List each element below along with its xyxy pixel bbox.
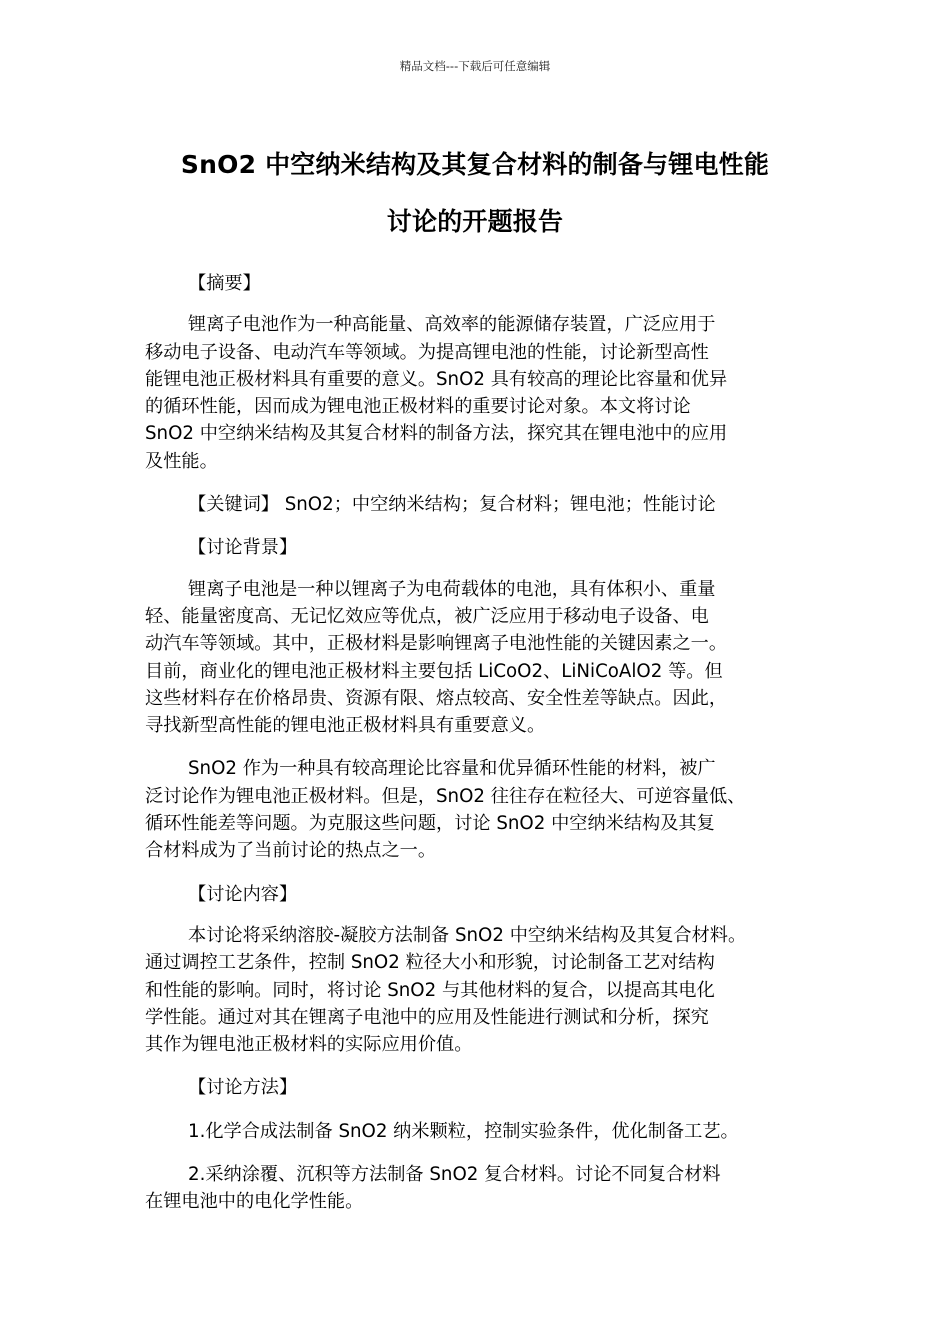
abstract-heading: 【摘要】 — [188, 273, 261, 294]
text-line: SnO2 作为一种具有较高理论比容量和优异循环性能的材料，被广 — [188, 758, 716, 780]
content-heading: 【讨论内容】 — [188, 883, 298, 905]
text-line: 的循环性能，因而成为锂电池正极材料的重要讨论对象。本文将讨论 — [145, 396, 691, 418]
text-line: 2.采纳涂覆、沉积等方法制备 SnO2 复合材料。讨论不同复合材料 — [188, 1164, 721, 1186]
text-line: SnO2 中空纳米结构及其复合材料的制备方法，探究其在锂电池中的应用 — [145, 423, 728, 445]
text-line: 能锂电池正极材料具有重要的意义。SnO2 具有较高的理论比容量和优异 — [145, 368, 728, 390]
text-line: 合材料成为了当前讨论的热点之一。 — [145, 840, 437, 862]
keywords-line — [145, 491, 825, 518]
text-line: 泛讨论作为锂电池正极材料。但是，SnO2 往往存在粒径大、可逆容量低、 — [145, 785, 746, 807]
document-title — [100, 136, 850, 250]
document-body — [145, 270, 825, 1216]
title-line-2: 讨论的开题报告 — [386, 207, 564, 236]
background-paragraph-2 — [145, 755, 825, 864]
text-line: 在锂电池中的电化学性能。 — [145, 1191, 364, 1213]
text-line: 锂离子电池是一种以锂离子为电荷载体的电池，具有体积小、重量 — [188, 578, 716, 600]
keywords-label: 【关键词】 — [188, 494, 279, 516]
text-line: 动汽车等领域。其中，正极材料是影响锂离子电池性能的关键因素之一。 — [145, 633, 728, 655]
methods-heading: 【讨论方法】 — [188, 1077, 298, 1099]
keywords-text: SnO2；中空纳米结构；复合材料；锂电池；性能讨论 — [278, 494, 716, 516]
background-heading: 【讨论背景】 — [188, 537, 298, 559]
text-line: 轻、能量密度高、无记忆效应等优点，被广泛应用于移动电子设备、电 — [145, 605, 709, 627]
method-item-1: 1.化学合成法制备 SnO2 纳米颗粒，控制实验条件，优化制备工艺。 — [188, 1120, 739, 1142]
text-line: 其作为锂电池正极材料的实际应用价值。 — [145, 1034, 473, 1056]
text-line: 及性能。 — [145, 450, 218, 472]
text-line: 循环性能差等问题。为克服这些问题，讨论 SnO2 中空纳米结构及其复 — [145, 813, 715, 835]
background-paragraph-1 — [145, 576, 825, 740]
text-line: 通过调控工艺条件，控制 SnO2 粒径大小和形貌，讨论制备工艺对结构 — [145, 952, 715, 974]
text-line: 和性能的影响。同时，将讨论 SnO2 与其他材料的复合，以提高其电化 — [145, 979, 715, 1001]
text-line: 寻找新型高性能的锂电池正极材料具有重要意义。 — [145, 715, 546, 737]
text-line: 这些材料存在价格昂贵、资源有限、熔点较高、安全性差等缺点。因此， — [145, 687, 728, 709]
header-note: 精品文档---下载后可任意编辑 — [399, 59, 551, 73]
method-item-2 — [145, 1161, 825, 1216]
text-line: 目前，商业化的锂电池正极材料主要包括 LiCoO2、LiNiCoAlO2 等。但 — [145, 660, 723, 682]
content-paragraph — [145, 922, 825, 1058]
text-line: 学性能。通过对其在锂离子电池中的应用及性能进行测试和分析，探究 — [145, 1006, 709, 1028]
text-line: 锂离子电池作为一种高能量、高效率的能源储存装置，广泛应用于 — [188, 314, 716, 336]
abstract-paragraph — [145, 311, 825, 475]
text-line: 移动电子设备、电动汽车等领域。为提高锂电池的性能，讨论新型高性 — [145, 341, 709, 363]
text-line: 本讨论将采纳溶胶-凝胶方法制备 SnO2 中空纳米结构及其复合材料。 — [188, 924, 747, 946]
title-line-1: SnO2 中空纳米结构及其复合材料的制备与锂电性能 — [180, 150, 770, 179]
